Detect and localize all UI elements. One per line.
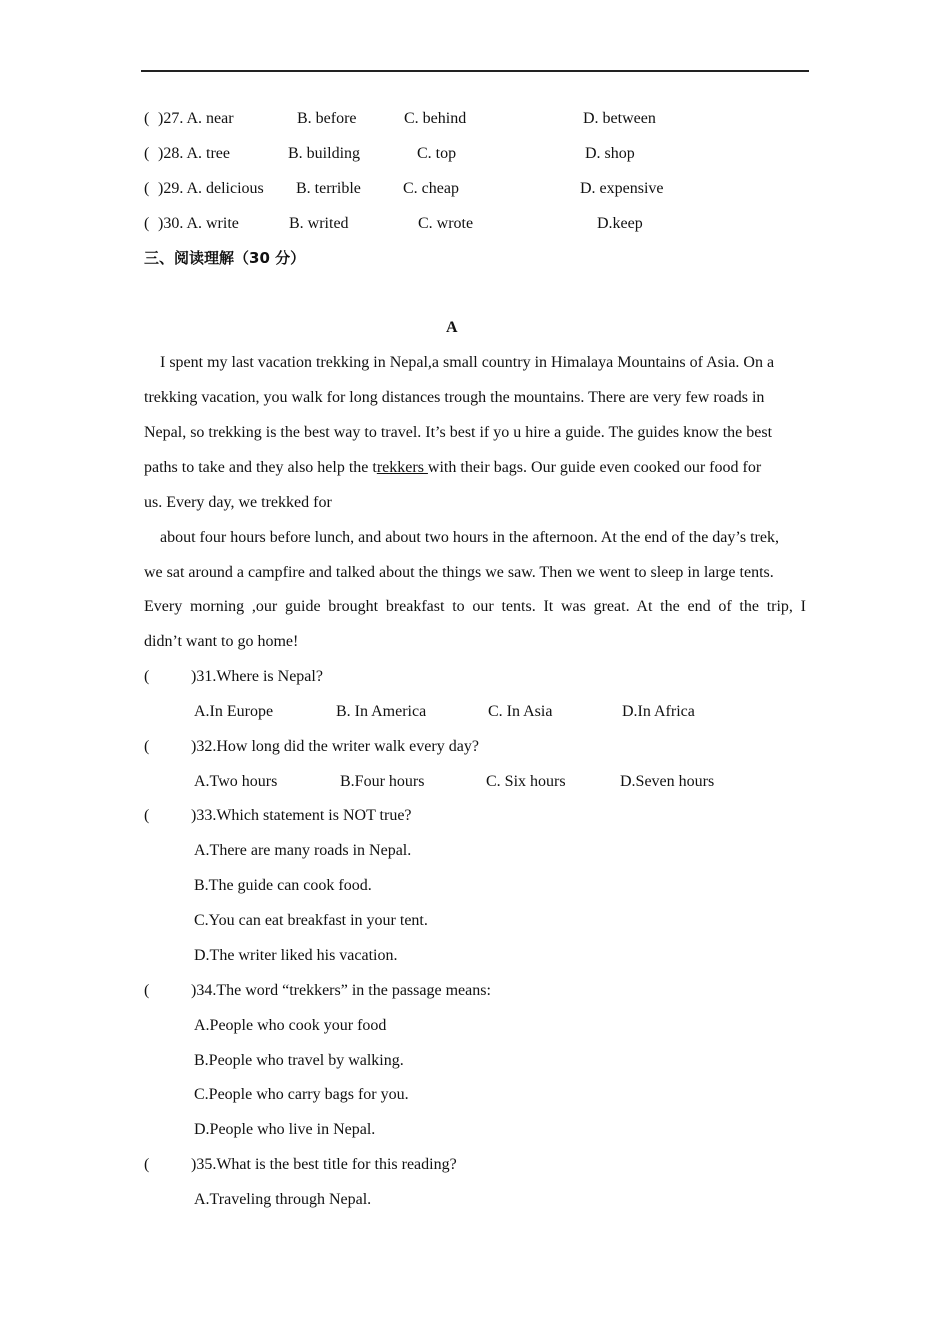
option-c: C. cheap bbox=[403, 180, 459, 197]
header-rule bbox=[141, 70, 809, 72]
option-d: D.Seven hours bbox=[620, 773, 715, 790]
passage-text: paths to take and they also help the t bbox=[144, 459, 377, 476]
answer-paren: ( bbox=[144, 180, 150, 197]
option-b: B.The guide can cook food. bbox=[194, 877, 372, 894]
underlined-word-trekkers: rekkers bbox=[376, 459, 428, 476]
option-b: B. writed bbox=[289, 215, 349, 232]
passage-line: trekking vacation, you walk for long distances trough the mountains. There are very few roads in bbox=[144, 389, 765, 406]
option-d: D.The writer liked his vacation. bbox=[194, 947, 398, 964]
option-d: D.People who live in Nepal. bbox=[194, 1121, 376, 1138]
question-stem: )34.The word “trekkers” in the passage means: bbox=[191, 982, 491, 999]
option-d: D. shop bbox=[585, 145, 635, 162]
passage-line: Every morning ,our guide brought breakfast to our tents. It was great. At the end of the trip, I bbox=[144, 598, 806, 615]
passage-line: I spent my last vacation trekking in Nepal,a small country in Himalaya Mountains of Asia. On a bbox=[160, 354, 775, 371]
option-b: B.People who travel by walking. bbox=[194, 1052, 404, 1069]
option-c: C.People who carry bags for you. bbox=[194, 1086, 409, 1103]
option-a: A.There are many roads in Nepal. bbox=[194, 842, 412, 859]
question-stem: )31.Where is Nepal? bbox=[191, 668, 323, 685]
answer-paren: ( bbox=[144, 110, 150, 127]
passage-line: Nepal, so trekking is the best way to travel. It’s best if yo u hire a guide. The guides know the best bbox=[144, 424, 773, 441]
question-stem: )35.What is the best title for this reading? bbox=[191, 1156, 457, 1173]
option-a: A.Two hours bbox=[194, 773, 278, 790]
answer-paren: ( bbox=[144, 1156, 150, 1173]
answer-paren: ( bbox=[144, 145, 150, 162]
answer-paren: ( bbox=[144, 668, 150, 685]
question-option-a: )30. A. write bbox=[158, 215, 239, 232]
question-option-a: )27. A. near bbox=[158, 110, 234, 127]
question-stem: )33.Which statement is NOT true? bbox=[191, 807, 412, 824]
passage-line: us. Every day, we trekked for bbox=[144, 494, 332, 511]
passage-text: with their bags. Our guide even cooked our food for bbox=[427, 459, 762, 476]
answer-paren: ( bbox=[144, 807, 150, 824]
option-c: C. top bbox=[417, 145, 457, 162]
option-b: B. before bbox=[297, 110, 357, 127]
option-c: C. In Asia bbox=[488, 703, 553, 720]
answer-paren: ( bbox=[144, 982, 150, 999]
option-d: D. between bbox=[583, 110, 656, 127]
passage-line: didn’t want to go home! bbox=[144, 633, 299, 650]
question-stem: )32.How long did the writer walk every day? bbox=[191, 738, 479, 755]
option-a: A.Traveling through Nepal. bbox=[194, 1191, 372, 1208]
passage-line: about four hours before lunch, and about two hours in the afternoon. At the end of the day’s trek, bbox=[160, 529, 779, 546]
option-a: A.In Europe bbox=[194, 703, 274, 720]
passage-label: A bbox=[446, 319, 458, 336]
option-c: C. wrote bbox=[418, 215, 474, 232]
answer-paren: ( bbox=[144, 215, 150, 232]
option-c: C.You can eat breakfast in your tent. bbox=[194, 912, 428, 929]
section-title: 三、阅读理解（30 分） bbox=[144, 249, 306, 267]
question-option-a: )28. A. tree bbox=[158, 145, 230, 162]
passage-line: we sat around a campfire and talked about the things we saw. Then we went to sleep in large tents. bbox=[144, 564, 774, 581]
option-b: B.Four hours bbox=[340, 773, 425, 790]
option-d: D.In Africa bbox=[622, 703, 695, 720]
option-b: B. In America bbox=[336, 703, 427, 720]
option-c: C. Six hours bbox=[486, 773, 566, 790]
answer-paren: ( bbox=[144, 738, 150, 755]
option-d: D. expensive bbox=[580, 180, 664, 197]
passage-line bbox=[144, 458, 761, 478]
option-a: A.People who cook your food bbox=[194, 1017, 387, 1034]
question-option-a: )29. A. delicious bbox=[158, 180, 264, 197]
option-b: B. terrible bbox=[296, 180, 361, 197]
option-c: C. behind bbox=[404, 110, 467, 127]
option-b: B. building bbox=[288, 145, 361, 162]
option-d: D.keep bbox=[597, 215, 643, 232]
